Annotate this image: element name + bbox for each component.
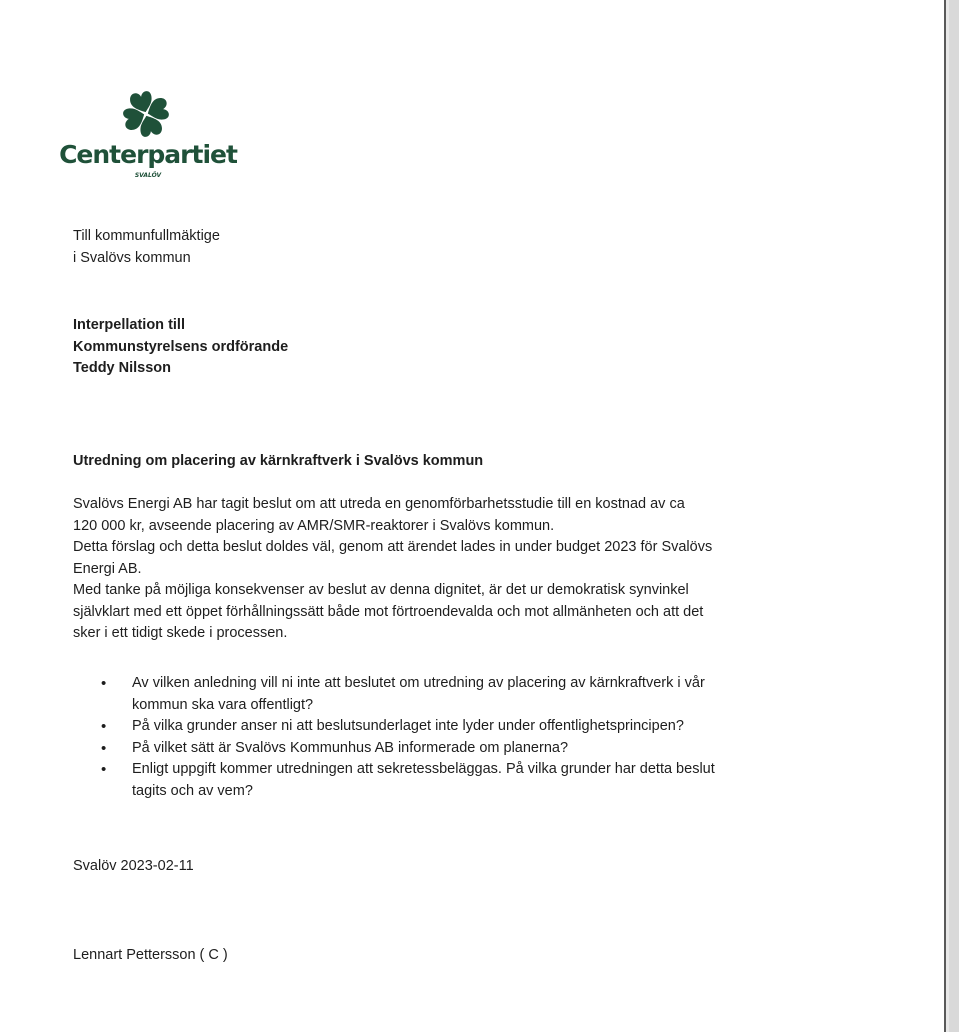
clover-icon bbox=[118, 86, 174, 142]
body-line: Detta förslag och detta beslut doldes väl, genom att ärendet lades in under budget 2023 för Svalövs bbox=[73, 539, 713, 555]
question-item: • Av vilken anledning vill ni inte att beslutet om utredning av placering av kärnkraftverk i vår kommun ska vara offentligt? bbox=[73, 673, 813, 716]
recipient-line: i Svalövs kommun bbox=[73, 249, 191, 266]
place-date: Svalöv 2023-02-11 bbox=[73, 858, 194, 874]
logo-subtitle: SVALÖV bbox=[134, 172, 162, 179]
addressee-line: Teddy Nilsson bbox=[73, 360, 172, 376]
body-line: sker i ett tidigt skede i processen. bbox=[73, 625, 288, 641]
party-logo bbox=[59, 86, 250, 179]
logo-name: Centerpartiet bbox=[59, 140, 237, 169]
recipient-block bbox=[73, 226, 220, 269]
signature: Lennart Pettersson ( C ) bbox=[73, 947, 228, 963]
addressee-line: Kommunstyrelsens ordförande bbox=[73, 338, 289, 355]
body-line: Svalövs Energi AB har tagit beslut om att utreda en genomförbarhetsstudie till en kostnad av ca bbox=[73, 496, 685, 512]
question-item: • På vilka grunder anser ni att beslutsunderlaget inte lyder under offentlighetsprincipen? bbox=[73, 716, 813, 738]
subject-heading: Utredning om placering av kärnkraftverk i Svalövs kommun bbox=[73, 453, 484, 469]
recipient-line: Till kommunfullmäktige bbox=[73, 228, 220, 244]
question-list bbox=[73, 673, 813, 802]
addressee-line: Interpellation till bbox=[73, 317, 185, 333]
viewer-scrollbar-gutter[interactable] bbox=[946, 0, 959, 1032]
body-line: Med tanke på möjliga konsekvenser av beslut av denna dignitet, är det ur demokratisk synvinkel bbox=[73, 582, 689, 598]
body-text bbox=[73, 494, 833, 645]
question-item: • På vilket sätt är Svalövs Kommunhus AB informerade om planerna? bbox=[73, 738, 813, 760]
addressee-block bbox=[73, 315, 288, 380]
body-line: Energi AB. bbox=[73, 560, 142, 577]
body-line: självklart med ett öppet förhållningssätt både mot förtroendevalda och mot allmänheten och att det bbox=[73, 603, 704, 620]
question-item: • Enligt uppgift kommer utredningen att sekretessbeläggas. På vilka grunder har detta beslut tagits och av vem? bbox=[73, 759, 813, 802]
body-line: 120 000 kr, avseende placering av AMR/SMR-reaktorer i Svalövs kommun. bbox=[73, 517, 555, 534]
